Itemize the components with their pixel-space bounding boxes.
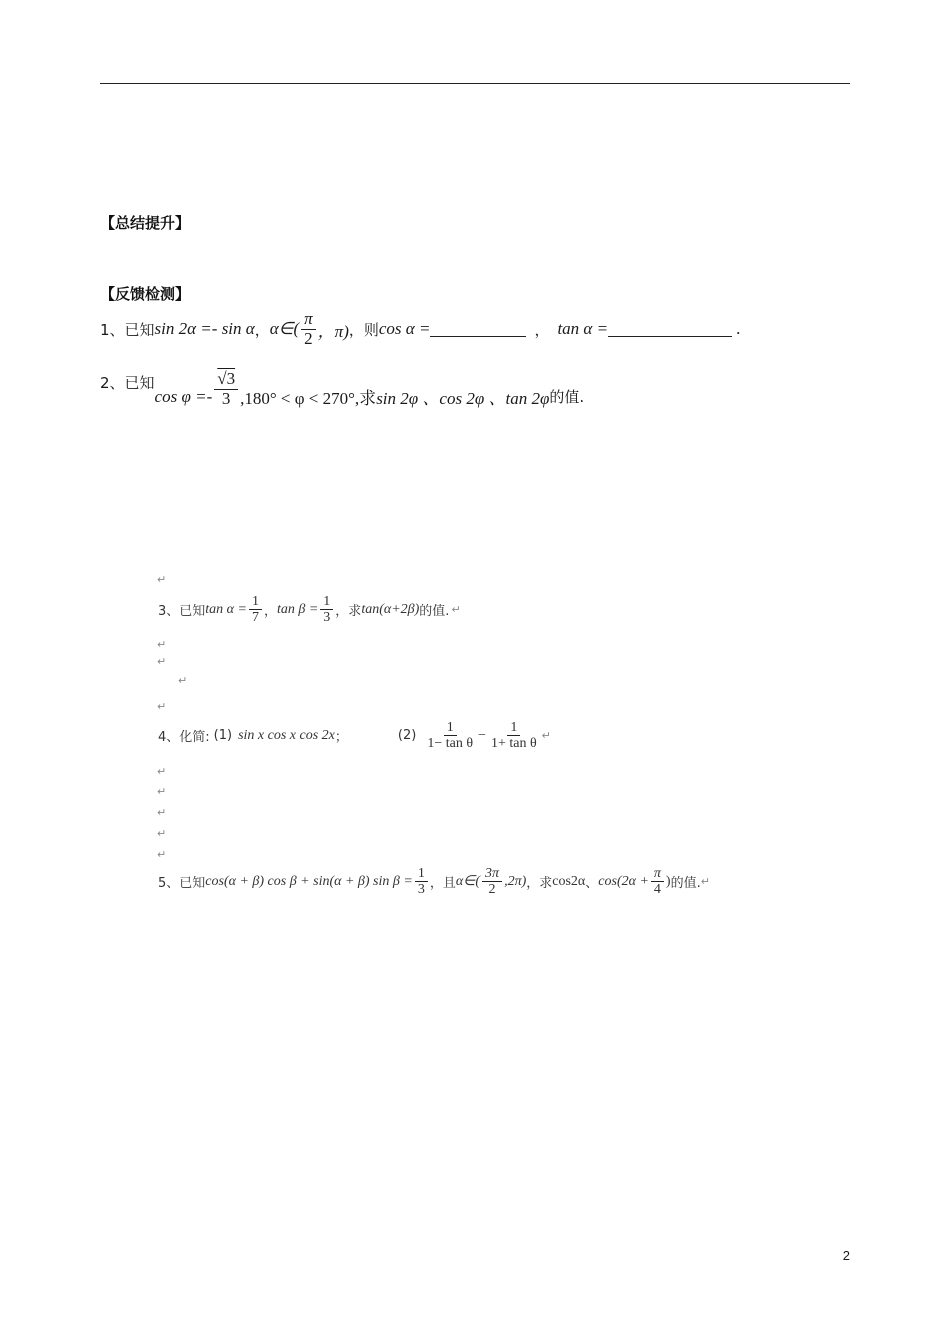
q3-number: 3、已知 xyxy=(158,604,206,620)
question-2 xyxy=(100,366,584,409)
q3-fraction-2-numerator: 1 xyxy=(320,594,333,610)
q4-part-2: (2) xyxy=(397,728,417,744)
q1-fraction-denominator: 2 xyxy=(304,328,313,348)
paragraph-mark: ↵ xyxy=(451,603,461,617)
paragraph-mark: ↵ xyxy=(157,785,167,798)
q4-fraction-1-numerator: 1 xyxy=(444,720,457,736)
q2-fraction-denominator: 3 xyxy=(221,389,231,408)
q5-fraction-3 xyxy=(651,866,664,898)
q3-fraction-1 xyxy=(249,594,262,626)
q4-semicolon: ； xyxy=(334,730,348,746)
paragraph-mark: ↵ xyxy=(157,806,167,819)
q5-fraction-2-denominator: 2 xyxy=(488,882,496,898)
q1-fraction-numerator: π xyxy=(301,310,316,330)
q4-fraction-1-denominator: 1− tan θ xyxy=(427,736,474,752)
paragraph-mark: ↵ xyxy=(700,875,710,889)
q5-range-end: ,2π) xyxy=(504,873,527,889)
q2-fraction xyxy=(214,370,238,408)
q2-number: 2、已知 xyxy=(100,374,155,392)
q3-separator: ， xyxy=(263,604,277,620)
paragraph-mark: ↵ xyxy=(157,638,167,651)
q1-answer-blank-tan[interactable] xyxy=(608,322,732,337)
q1-comma: ， xyxy=(534,320,550,339)
q5-alpha-in: α∈( xyxy=(455,874,481,890)
q3-fraction-2 xyxy=(320,594,333,626)
q4-minus: − xyxy=(478,727,486,743)
paragraph-mark: ↵ xyxy=(157,700,167,713)
summary-heading: 【总结提升】 xyxy=(100,214,191,232)
q4-number: 4、化简: xyxy=(158,730,210,746)
q1-end: . xyxy=(736,319,741,339)
q5-fraction-2 xyxy=(482,866,502,898)
q3-tan-alpha: tan α = xyxy=(205,601,247,617)
paragraph-mark: ↵ xyxy=(157,655,167,668)
paragraph-mark: ↵ xyxy=(157,765,167,778)
q1-expression: sin 2α =- sin α xyxy=(154,319,255,339)
q5-fraction-3-numerator: π xyxy=(651,866,664,882)
q3-target: tan(α+2β) xyxy=(361,601,420,617)
question-3 xyxy=(158,594,461,626)
q1-cos-eq: cos α = xyxy=(378,319,431,339)
feedback-heading: 【反馈检测】 xyxy=(100,285,191,303)
q5-fraction-3-denominator: 4 xyxy=(653,882,661,898)
paragraph-mark: ↵ xyxy=(178,674,188,687)
q1-alpha-in: α∈( xyxy=(269,319,300,339)
q3-end: 的值. xyxy=(419,604,450,620)
q1-answer-blank-cos[interactable] xyxy=(430,322,526,337)
q2-targets: sin 2φ 、cos 2φ 、tan 2φ xyxy=(376,389,550,408)
question-4 xyxy=(158,720,551,752)
page-number: 2 xyxy=(842,1248,850,1263)
q4-fraction-2 xyxy=(488,720,540,752)
q4-fraction-1 xyxy=(424,720,476,752)
q4-fraction-2-denominator: 1+ tan θ xyxy=(490,736,537,752)
q3-tan-beta: tan β = xyxy=(276,601,319,617)
q2-condition: ,180° < φ < 270°,求 xyxy=(240,389,377,408)
paragraph-mark: ↵ xyxy=(541,729,551,743)
q1-then: ，则 xyxy=(348,320,379,339)
q5-fraction-2-numerator: 3π xyxy=(482,866,502,882)
paragraph-mark: ↵ xyxy=(157,573,167,586)
q4-fraction-2-numerator: 1 xyxy=(507,720,520,736)
q2-cos-phi: cos φ =- xyxy=(154,386,213,406)
paragraph-mark: ↵ xyxy=(157,848,167,861)
q5-number: 5、已知 xyxy=(158,876,206,892)
q5-target-2-end: ) xyxy=(665,873,671,889)
q5-expression: cos(α + β) cos β + sin(α + β) sin β = xyxy=(205,873,413,889)
q5-ask: ，求 xyxy=(526,876,553,892)
q3-fraction-2-denominator: 3 xyxy=(323,610,331,626)
q2-end: 的值. xyxy=(549,388,585,406)
q1-fraction xyxy=(301,310,316,348)
q5-fraction-1 xyxy=(415,866,428,898)
q4-part-1: (1) xyxy=(213,728,233,744)
q3-fraction-1-denominator: 7 xyxy=(251,610,259,626)
question-5 xyxy=(158,866,710,898)
q1-tan-eq: tan α = xyxy=(557,319,609,339)
q5-separator: 、 xyxy=(585,876,599,892)
header-rule xyxy=(100,83,850,84)
q5-fraction-1-denominator: 3 xyxy=(417,882,425,898)
q4-expression-1: sin x cos x cos 2x xyxy=(238,727,335,743)
q5-target-2-start: cos(2α + xyxy=(598,873,649,889)
q5-and: ，且 xyxy=(429,876,456,892)
q5-fraction-1-numerator: 1 xyxy=(415,866,428,882)
question-1 xyxy=(100,310,740,348)
q1-number: 1、已知 xyxy=(100,320,155,339)
q2-fraction-numerator: √3 xyxy=(214,370,238,390)
q1-separator: ， xyxy=(254,320,270,339)
q3-ask: ，求 xyxy=(335,604,362,620)
q5-target-1: cos2α xyxy=(552,873,586,889)
q5-end: 的值. xyxy=(670,876,701,892)
q1-range-end: ，π) xyxy=(317,321,349,341)
paragraph-mark: ↵ xyxy=(157,827,167,840)
q3-fraction-1-numerator: 1 xyxy=(249,594,262,610)
